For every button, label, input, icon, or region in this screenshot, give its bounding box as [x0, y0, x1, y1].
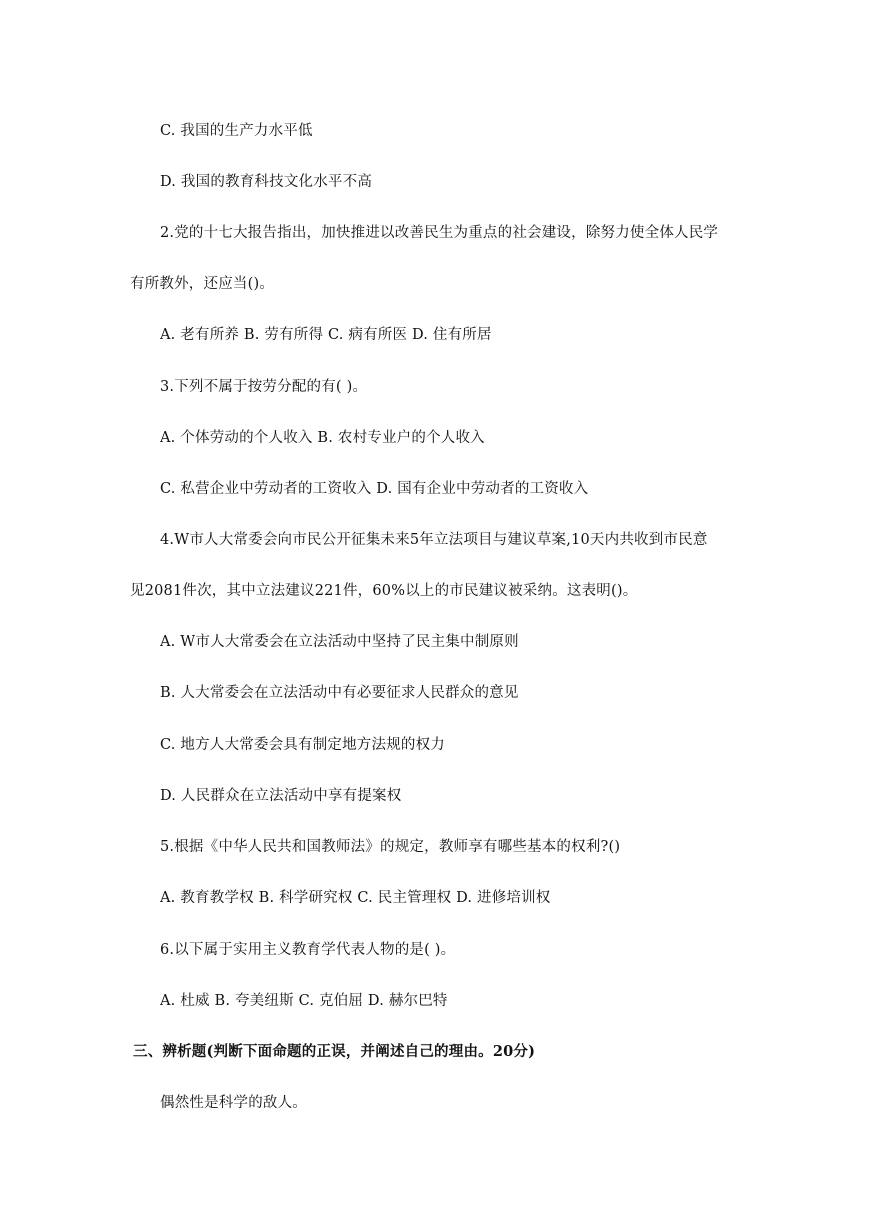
- question-4-option-c: C. 地方人大常委会具有制定地方法规的权力: [160, 737, 445, 753]
- question-4-continuation: 见2081件次，其中立法建议221件，60%以上的市民建议被采纳。这表明()。: [130, 583, 638, 599]
- question-6-options: A. 杜威 B. 夸美纽斯 C. 克伯屈 D. 赫尔巴特: [160, 993, 448, 1009]
- question-6-text: 6.以下属于实用主义教育学代表人物的是( )。: [160, 942, 456, 958]
- question-5-text: 5.根据《中华人民共和国教师法》的规定，教师享有哪些基本的权利?(): [160, 839, 621, 855]
- question-4-text: 4.W市人大常委会向市民公开征集未来5年立法项目与建议草案,10天内共收到市民意: [160, 532, 708, 548]
- question-3-text: 3.下列不属于按劳分配的有( )。: [160, 379, 368, 395]
- option-d-education-level: D. 我国的教育科技文化水平不高: [160, 174, 373, 190]
- section-3-heading: 三、辨析题(判断下面命题的正误，并阐述自己的理由。20分): [133, 1043, 536, 1060]
- question-4-option-d: D. 人民群众在立法活动中享有提案权: [160, 788, 402, 804]
- option-c-productivity: C. 我国的生产力水平低: [160, 123, 313, 139]
- question-2-options: A. 老有所养 B. 劳有所得 C. 病有所医 D. 住有所居: [160, 327, 492, 343]
- question-5-options: A. 教育教学权 B. 科学研究权 C. 民主管理权 D. 进修培训权: [160, 890, 551, 906]
- question-3-options-cd: C. 私营企业中劳动者的工资收入 D. 国有企业中劳动者的工资收入: [160, 481, 589, 497]
- question-2-continuation: 有所教外，还应当()。: [130, 276, 275, 292]
- question-2-text: 2.党的十七大报告指出，加快推进以改善民生为重点的社会建设，除努力使全体人民学: [160, 225, 719, 241]
- question-4-option-b: B. 人大常委会在立法活动中有必要征求人民群众的意见: [160, 685, 519, 701]
- question-3-options-ab: A. 个体劳动的个人收入 B. 农村专业户的个人收入: [160, 430, 485, 446]
- section-3-statement: 偶然性是科学的敌人。: [160, 1095, 307, 1111]
- question-4-option-a: A. W市人大常委会在立法活动中坚持了民主集中制原则: [160, 634, 519, 650]
